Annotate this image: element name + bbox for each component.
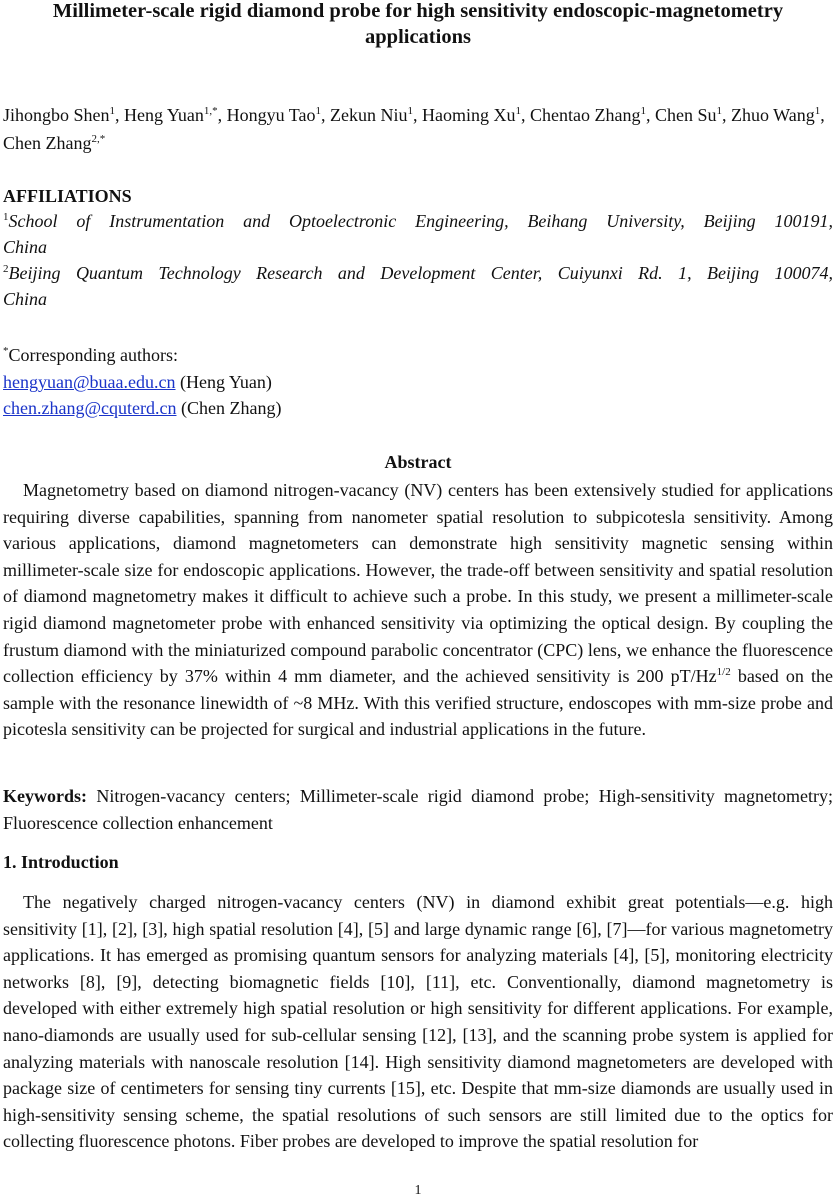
author: Zhuo Wang$^1$ [730,105,821,125]
section-heading-introduction: 1. Introduction [3,852,119,872]
author: Zekun Niu$^1$ [330,105,413,125]
page-number: 1 [0,1182,836,1200]
abstract-body: Magnetometry based on diamond nitrogen-vacancy (NV) centers has been extensively studied for applications requiring diverse capabilities, spanning from nanometer spatial resolution to subpicotesla sensitivity. Among various applications, diamond magnetometers can demonstrate high sensitivity magnetic sensing within millimeter-scale size for endoscopic applications. However, the trade-off between sensitivity and spatial resolution of diamond magnetometry makes it difficult to achieve such a probe. In this study, we present a millimeter-scale rigid diamond magnetometer probe with enhanced sensitivity via optimizing the optical design. By coupling the frustum diamond with the miniaturized compound parabolic concentrator (CPC) lens, we enhance the fluorescence collection efficiency by 37% within 4 mm diameter, and the achieved sensitivity is 200 $pT/Hz^{1/2}$ based on the sample with the resonance linewidth of ~8 MHz. With this verified structure, endoscopes with mm-size probe and picotesla sensitivity can be projected for surgical and industrial applications in the future. [3,480,833,740]
abstract-heading: Abstract [384,452,452,472]
email-link-chen-zhang[interactable]: chen.zhang@cquterd.cn [3,398,177,418]
email-line-2: chen.zhang@cquterd.cn (Chen Zhang) [3,398,282,418]
author: Jihongbo Shen$^1$ [3,105,116,125]
author: Haoming Xu$^1$ [421,105,521,125]
keywords-text: Nitrogen-vacancy centers; Millimeter-scale rigid diamond probe; High-sensitivity magnetometry; Fluorescence collection enhancement [3,786,833,833]
author: Chen Zhang$^{2,*}$ [3,133,106,153]
introduction-body: The negatively charged nitrogen-vacancy centers (NV) in diamond exhibit great potentials—e.g. high sensitivity [1], [2], [3], high spatial resolution [4], [5] and large dynamic range [6], [7]—for various magnetometry applications. It has emerged as promising quantum sensors for analyzing materials [4], [5], monitoring electricity networks [8], [9], detecting biomagnetic fields [10], [11], etc. Conventionally, diamond magnetometry is developed with either extremely high spatial resolution or high sensitivity for different applications. For example, nano-diamonds are usually used for sub-cellular sensing [12], [13], and the scanning probe system is applied for analyzing materials with nanoscale resolution [14]. High sensitivity diamond magnetometers are developed with package size of centimeters for sensing tiny currents [15], etc. Despite that mm-size diamonds are usually used in high-sensitivity sensing scheme, the spatial resolutions of such sensors are still limited due to the optics for collecting fluorescence photons. Fiber probes are developed to improve the spatial resolution for [3,892,833,1152]
author: Chen Su$^1$ [654,105,722,125]
corresponding-authors-label: *Corresponding authors: [3,345,178,365]
paper-title: Millimeter-scale rigid diamond probe for high sensitivity endoscopic-magnetometry applications [52,0,784,48]
author: Chentao Zhang$^1$ [529,105,646,125]
author: Hongyu Tao$^1$ [226,105,321,125]
keywords-label: Keywords: [3,786,87,806]
email-link-heng-yuan[interactable]: hengyuan@buaa.edu.cn [3,372,176,392]
affiliation-1: $^1$School of Instrumentation and Optoelectronic Engineering, Beihang University, Beijing 100191, China [3,211,833,257]
email-line-1: hengyuan@buaa.edu.cn (Heng Yuan) [3,372,272,392]
author: Heng Yuan$^{1,*}$ [124,105,218,125]
author-list: Jihongbo Shen$^1$, Heng Yuan$^{1,*}$, Hongyu Tao$^1$, Zekun Niu$^1$, Haoming Xu$^1$, Chentao Zhang$^1$, Chen Su$^1$, Zhuo Wang$^1$, Chen Zhang$^{2,*}$ [3,105,825,153]
keywords [3,783,833,836]
affiliations-heading: AFFILIATIONS [3,186,132,206]
affiliation-2: $^2$Beijing Quantum Technology Research and Development Center, Cuiyunxi Rd. 1, Beijing 100074, China [3,263,833,309]
